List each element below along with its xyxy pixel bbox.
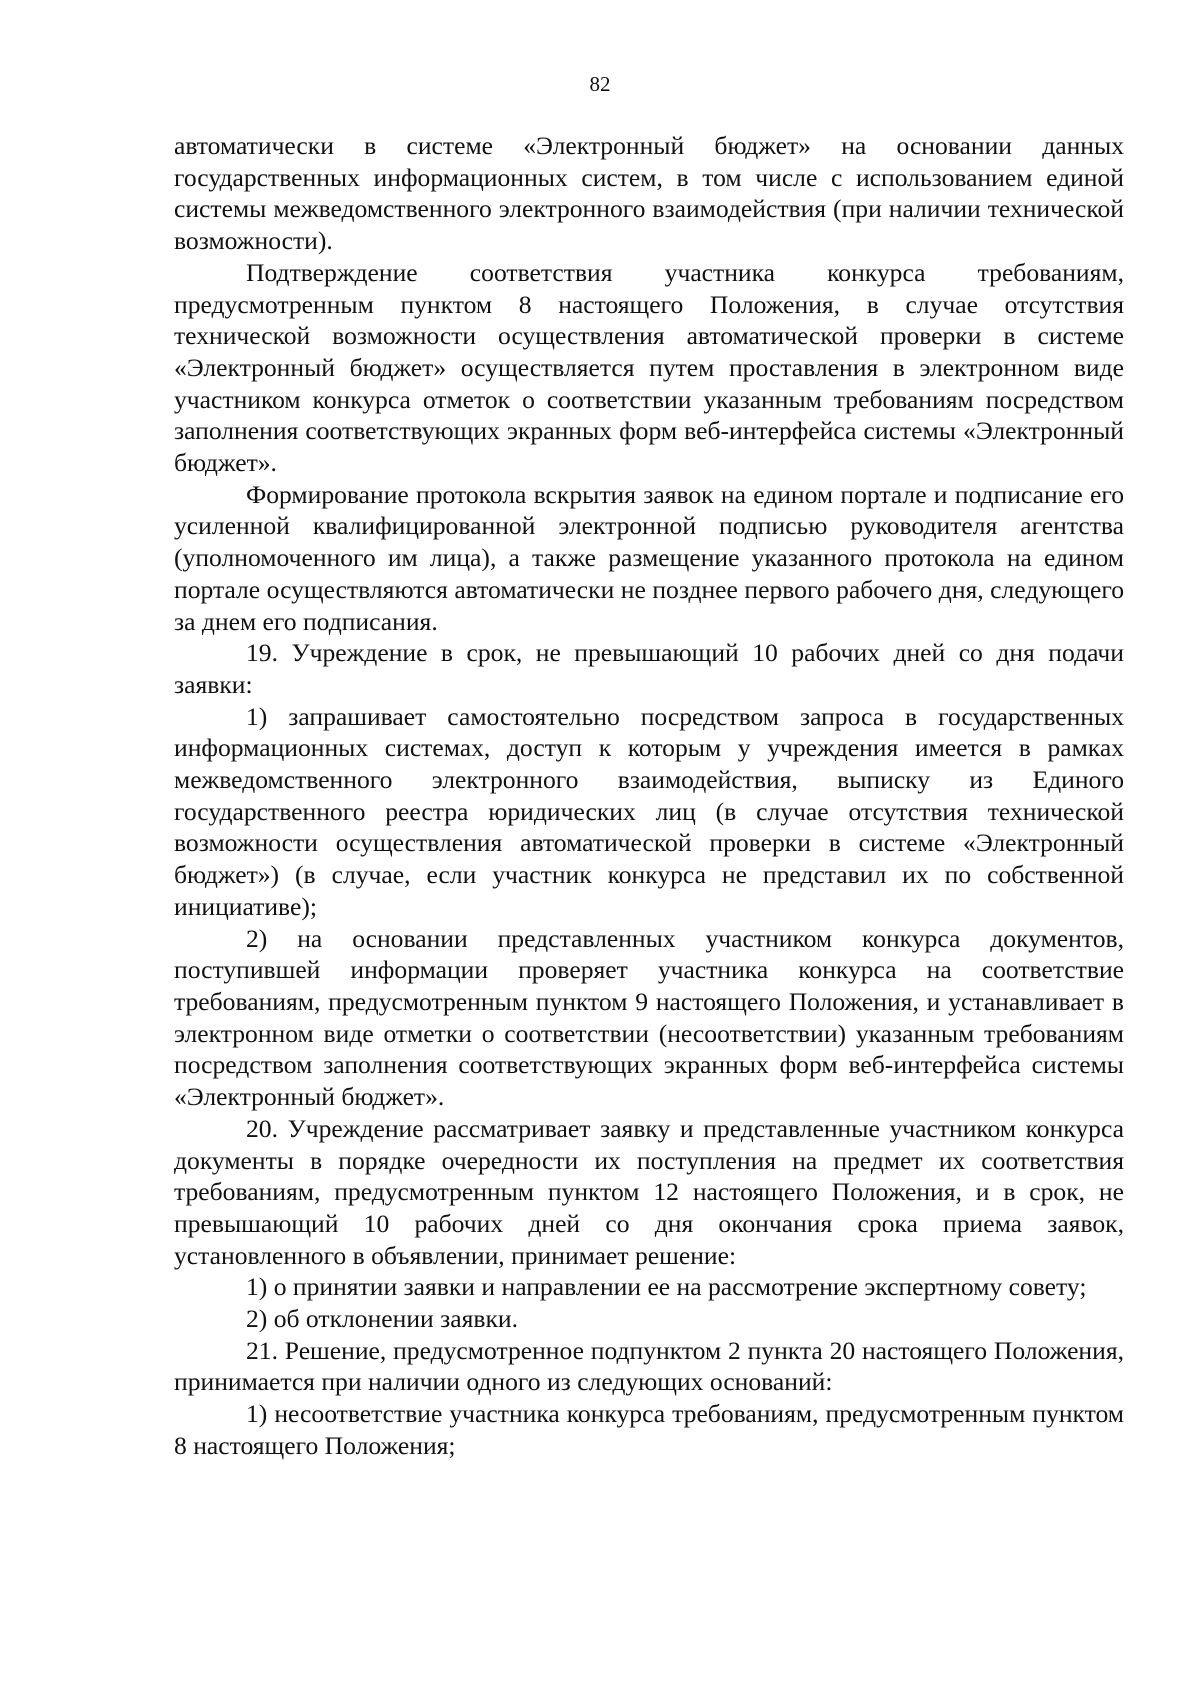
clause-20-item-2: 2) об отклонении заявки. [246, 1304, 518, 1334]
paragraph-continuation: автоматически в системе «Электронный бюджет» на основании данных государственных информационных систем, в том числе с использованием единой системы межведомственного электронного взаимодействия (при наличии технической возможности). [174, 131, 1124, 256]
clause-19-item-2: 2) на основании представленных участником конкурса документов, поступившей информации проверяет участника конкурса на соответствие требованиям, предусмотренным пунктом 9 настоящего Положения, и устанавливает в электронном виде отметки о соответствии (несоответствии) указанным требованиям посредством заполнения соответствующих экранных форм веб-интерфейса системы «Электронный бюджет». [174, 923, 1124, 1112]
clause-21: 21. Решение, предусмотренное подпунктом 2 пункта 20 настоящего Положения, принимается при наличии одного из следующих оснований: [174, 1335, 1124, 1397]
page-number: 82 [589, 72, 611, 96]
clause-20-item-1: 1) о принятии заявки и направлении ее на рассмотрение экспертному совету; [246, 1272, 1087, 1302]
paragraph-protocol: Формирование протокола вскрытия заявок на едином портале и подписание его усиленной квалифицированной электронной подписью руководителя агентства (уполномоченного им лица), а также размещение указанного протокола на едином портале осуществляются автоматически не позднее первого рабочего дня, следующего за днем его подписания. [174, 479, 1124, 636]
clause-20: 20. Учреждение рассматривает заявку и представленные участником конкурса документы в порядке очередности их поступления на предмет их соответствия требованиям, предусмотренным пунктом 12 настоящего Положения, и в срок, не превышающий 10 рабочих дней со дня окончания срока приема заявок, установленного в объявлении, принимает решение: [174, 1113, 1124, 1270]
document-body [174, 130, 1124, 1462]
clause-19-item-1: 1) запрашивает самостоятельно посредством запроса в государственных информационных системах, доступ к которым у учреждения имеется в рамках межведомственного электронного взаимодействия, выписку из Единого государственного реестра юридических лиц (в случае отсутствия технической возможности осуществления автоматической проверки в системе «Электронный бюджет») (в случае, если участник конкурса не представил их по собственной инициативе); [174, 701, 1124, 921]
clause-21-item-1: 1) несоответствие участника конкурса требованиям, предусмотренным пунктом 8 настоящего Положения; [174, 1399, 1124, 1460]
clause-19: 19. Учреждение в срок, не превышающий 10 рабочих дней со дня подачи заявки: [174, 638, 1124, 699]
paragraph-confirmation: Подтверждение соответствия участника конкурса требованиям, предусмотренным пунктом 8 настоящего Положения, в случае отсутствия технической возможности осуществления автоматической проверки в системе «Электронный бюджет» осуществляется путем проставления в электронном виде участником конкурса отметок о соответствии указанным требованиям посредством заполнения соответствующих экранных форм веб-интерфейса системы «Электронный бюджет». [174, 257, 1124, 478]
